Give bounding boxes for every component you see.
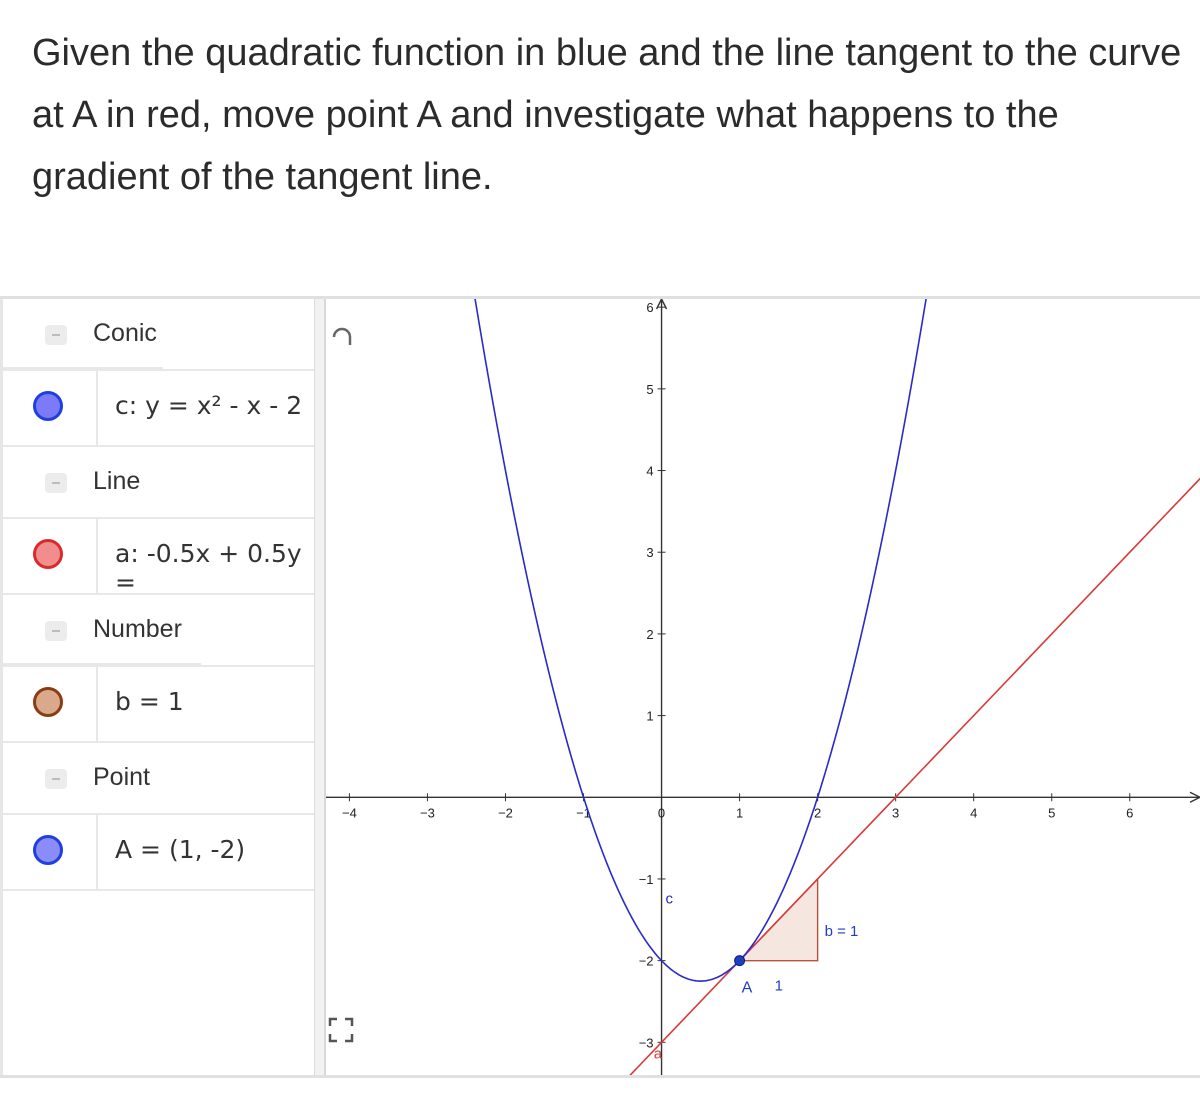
- group-header-number[interactable]: [3, 595, 314, 665]
- algebra-row-line[interactable]: [3, 517, 314, 595]
- x-tick-label: −1: [576, 805, 591, 821]
- x-tick-label: 6: [1126, 805, 1134, 821]
- visibility-toggle-icon[interactable]: [33, 391, 63, 421]
- visibility-toggle-icon[interactable]: [33, 687, 63, 717]
- point-label: A: [741, 979, 753, 997]
- x-tick-label: −4: [341, 805, 357, 821]
- algebra-row-number[interactable]: [3, 665, 314, 743]
- algebra-expression-conic[interactable]: c: y = x² - x - 2: [115, 391, 303, 420]
- x-tick-label: 1: [735, 805, 744, 821]
- run-label: 1: [774, 977, 783, 995]
- group-header-line[interactable]: [3, 447, 314, 517]
- collapse-icon[interactable]: [45, 473, 67, 493]
- y-tick-label: 2: [646, 626, 654, 642]
- group-label-line: Line: [93, 467, 141, 495]
- y-tick-label: −2: [638, 953, 654, 969]
- group-label-point: Point: [93, 763, 150, 791]
- parabola-curve: [459, 299, 941, 981]
- collapse-icon[interactable]: [45, 621, 67, 641]
- algebra-expression-point[interactable]: A = (1, -2): [115, 835, 246, 864]
- view-splitter[interactable]: [314, 299, 326, 1075]
- divider: [96, 519, 98, 593]
- group-header-conic[interactable]: [3, 299, 314, 369]
- algebra-view: [0, 299, 314, 1075]
- y-tick-label: 6: [646, 300, 654, 316]
- x-tick-label: 2: [814, 805, 822, 821]
- algebra-expression-line[interactable]: a: -0.5x + 0.5y =: [115, 539, 302, 597]
- visibility-toggle-icon[interactable]: [33, 539, 63, 569]
- x-tick-label: 4: [970, 805, 978, 821]
- visibility-toggle-icon[interactable]: [33, 835, 63, 865]
- line-label: a: [653, 1045, 663, 1063]
- divider: [96, 667, 98, 741]
- point-a: [735, 956, 745, 966]
- y-tick-label: −1: [638, 871, 654, 887]
- divider: [96, 815, 98, 889]
- collapse-icon[interactable]: [45, 769, 67, 789]
- group-label-number: Number: [93, 615, 182, 643]
- group-label-conic: Conic: [93, 319, 157, 347]
- x-tick-label: 3: [892, 805, 900, 821]
- algebra-expression-number[interactable]: b = 1: [115, 687, 184, 716]
- divider: [96, 371, 98, 445]
- x-tick-label: 0: [657, 805, 666, 821]
- x-tick-label: −2: [498, 805, 513, 821]
- geogebra-applet: [0, 296, 1200, 1078]
- coordinate-plane[interactable]: [326, 299, 1200, 1075]
- graphics-view[interactable]: [326, 299, 1200, 1075]
- slope-label: b = 1: [824, 923, 859, 941]
- y-tick-label: 3: [646, 545, 654, 561]
- x-tick-label: −3: [420, 805, 435, 821]
- y-tick-label: 4: [646, 463, 654, 479]
- group-header-point[interactable]: [3, 743, 314, 813]
- graph-style-bar-icon[interactable]: [326, 327, 356, 357]
- fullscreen-icon[interactable]: [326, 1015, 356, 1045]
- question-prompt: Given the quadratic function in blue and the line tangent to the curve at A in red, move point A and investigate what happens to the gradient of the tangent line.: [32, 32, 1182, 198]
- algebra-row-conic[interactable]: [3, 369, 314, 447]
- collapse-icon[interactable]: [45, 325, 67, 345]
- y-tick-label: 5: [646, 381, 654, 397]
- tangent-line: [584, 471, 1200, 1075]
- curve-label: c: [665, 890, 673, 908]
- x-tick-label: 5: [1048, 805, 1056, 821]
- y-tick-label: −3: [638, 1035, 654, 1051]
- algebra-row-point[interactable]: [3, 813, 314, 891]
- y-tick-label: 1: [646, 708, 654, 724]
